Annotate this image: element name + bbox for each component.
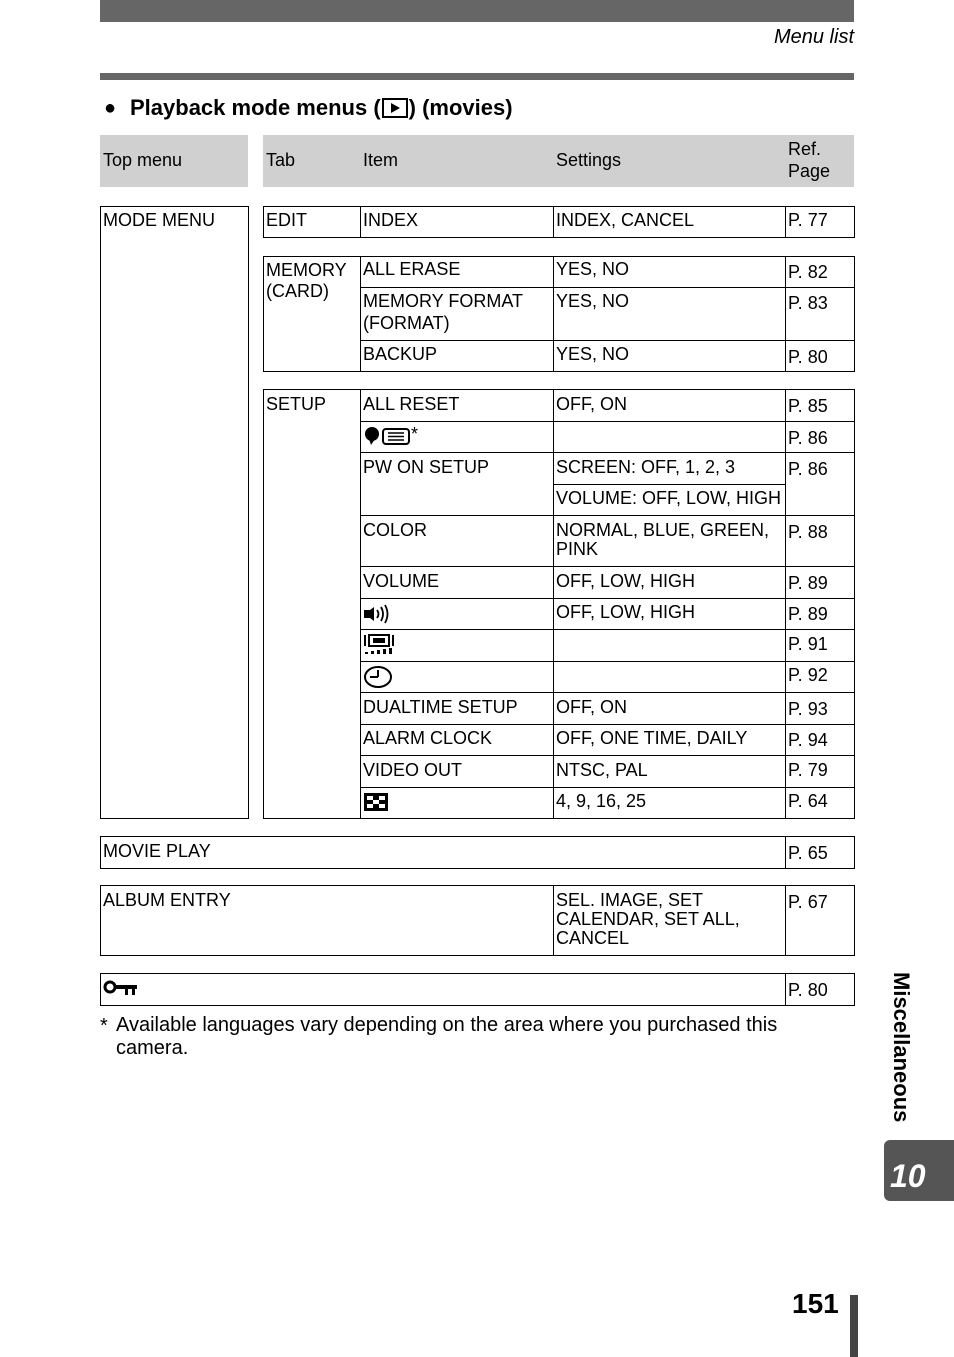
setup-item-volume: VOLUME: [363, 571, 440, 591]
setup-tab: SETUP: [266, 394, 327, 414]
memory-ref-backup: P. 80: [788, 347, 828, 367]
language-icon: [363, 425, 411, 452]
memory-settings-backup: YES, NO: [556, 344, 630, 364]
setup-settings-color-line2: PINK: [556, 539, 599, 559]
mode-menu-label: MODE MENU: [103, 210, 215, 230]
setup-ref-color: P. 88: [788, 522, 828, 542]
setup-ref-dualtime: P. 93: [788, 699, 828, 719]
section-heading-part2: ) (movies): [408, 95, 513, 120]
setup-item-dualtime: DUALTIME SETUP: [363, 697, 518, 717]
setup-settings-video-out: NTSC, PAL: [556, 760, 648, 780]
running-title: Menu list: [773, 26, 854, 48]
monitor-brightness-icon: [363, 633, 397, 662]
section-heading-part1: Playback mode menus (: [130, 95, 381, 120]
page-number-bar: [850, 1295, 858, 1357]
footnote-line1: Available languages vary depending on the area where you purchased this: [116, 1014, 778, 1036]
memory-settings-all-erase: YES, NO: [556, 259, 630, 279]
clock-icon: [363, 665, 395, 694]
memory-settings-format: YES, NO: [556, 291, 630, 311]
setup-item-pw-on: PW ON SETUP: [363, 457, 490, 477]
beep-icon: [363, 603, 391, 630]
setup-settings-color-line1: NORMAL, BLUE, GREEN,: [556, 520, 770, 540]
header-ref-line2: Page: [788, 161, 831, 181]
header-top-menu: Top menu: [103, 150, 183, 170]
setup-item-alarm: ALARM CLOCK: [363, 728, 493, 748]
setup-settings-all-reset: OFF, ON: [556, 394, 627, 414]
chapter-number: 10: [890, 1158, 926, 1194]
setup-ref-volume: P. 89: [788, 573, 828, 593]
setup-settings-volume: OFF, LOW, HIGH: [556, 571, 696, 591]
top-bar: [100, 0, 854, 22]
setup-settings-beep: OFF, LOW, HIGH: [556, 602, 696, 622]
setup-settings-dualtime: OFF, ON: [556, 697, 627, 717]
edit-tab: EDIT: [266, 210, 308, 230]
section-heading: [130, 95, 513, 121]
setup-settings-pw-volume: VOLUME: OFF, LOW, HIGH: [556, 488, 782, 508]
index-grid-icon: [364, 793, 388, 816]
setup-ref-index-grid: P. 64: [788, 791, 828, 811]
header-settings: Settings: [556, 150, 622, 170]
setup-ref-pw-on: P. 86: [788, 459, 828, 479]
setup-item-video-out: VIDEO OUT: [363, 760, 463, 780]
setup-item-color: COLOR: [363, 520, 428, 540]
album-entry-label: ALBUM ENTRY: [103, 890, 231, 910]
movie-play-row: [100, 836, 855, 869]
album-entry-settings-line3: CANCEL: [556, 928, 630, 948]
setup-item-all-reset: ALL RESET: [363, 394, 460, 414]
protect-ref: P. 80: [788, 980, 828, 1000]
setup-ref-clock: P. 92: [788, 665, 828, 685]
memory-item-format-line1: MEMORY FORMAT: [363, 291, 524, 311]
setup-settings-alarm: OFF, ONE TIME, DAILY: [556, 728, 748, 748]
page-number: 151: [792, 1288, 839, 1319]
edit-settings: INDEX, CANCEL: [556, 210, 695, 230]
movie-play-label: MOVIE PLAY: [103, 841, 211, 861]
setup-ref-monitor: P. 91: [788, 634, 828, 654]
memory-item-all-erase: ALL ERASE: [363, 259, 461, 279]
edit-ref: P. 77: [788, 210, 828, 230]
footnote-line2: camera.: [116, 1037, 189, 1059]
memory-ref-format: P. 83: [788, 293, 828, 313]
mode-menu-cell: [100, 206, 249, 819]
side-tab-label: Miscellaneous: [889, 972, 914, 1123]
edit-item: INDEX: [363, 210, 419, 230]
movie-play-ref: P. 65: [788, 843, 828, 863]
playback-icon: [382, 98, 408, 118]
setup-settings-index-grid: 4, 9, 16, 25: [556, 791, 647, 811]
album-entry-ref: P. 67: [788, 892, 828, 912]
memory-tab-line2: (CARD): [266, 281, 329, 301]
setup-ref-language: P. 86: [788, 428, 828, 448]
setup-ref-video-out: P. 79: [788, 760, 828, 780]
album-entry-settings-line2: CALENDAR, SET ALL,: [556, 909, 740, 929]
setup-ref-all-reset: P. 85: [788, 396, 828, 416]
protect-key-icon: [103, 979, 139, 1002]
setup-ref-alarm: P. 94: [788, 730, 828, 750]
memory-tab-line1: MEMORY: [266, 260, 347, 280]
setup-ref-beep: P. 89: [788, 604, 828, 624]
protect-row: [100, 973, 855, 1006]
header-tab: Tab: [266, 150, 296, 170]
memory-ref-all-erase: P. 82: [788, 262, 828, 282]
footnote-mark: *: [100, 1015, 108, 1037]
language-footnote-mark: *: [411, 424, 419, 444]
heading-bullet: ●: [104, 97, 117, 119]
header-ref-line1: Ref.: [788, 139, 822, 159]
setup-settings-pw-screen: SCREEN: OFF, 1, 2, 3: [556, 457, 736, 477]
memory-item-backup: BACKUP: [363, 344, 438, 364]
memory-item-format-line2: (FORMAT): [363, 313, 450, 333]
album-entry-settings-line1: SEL. IMAGE, SET: [556, 890, 704, 910]
section-divider: [100, 73, 854, 80]
header-item: Item: [363, 150, 399, 170]
